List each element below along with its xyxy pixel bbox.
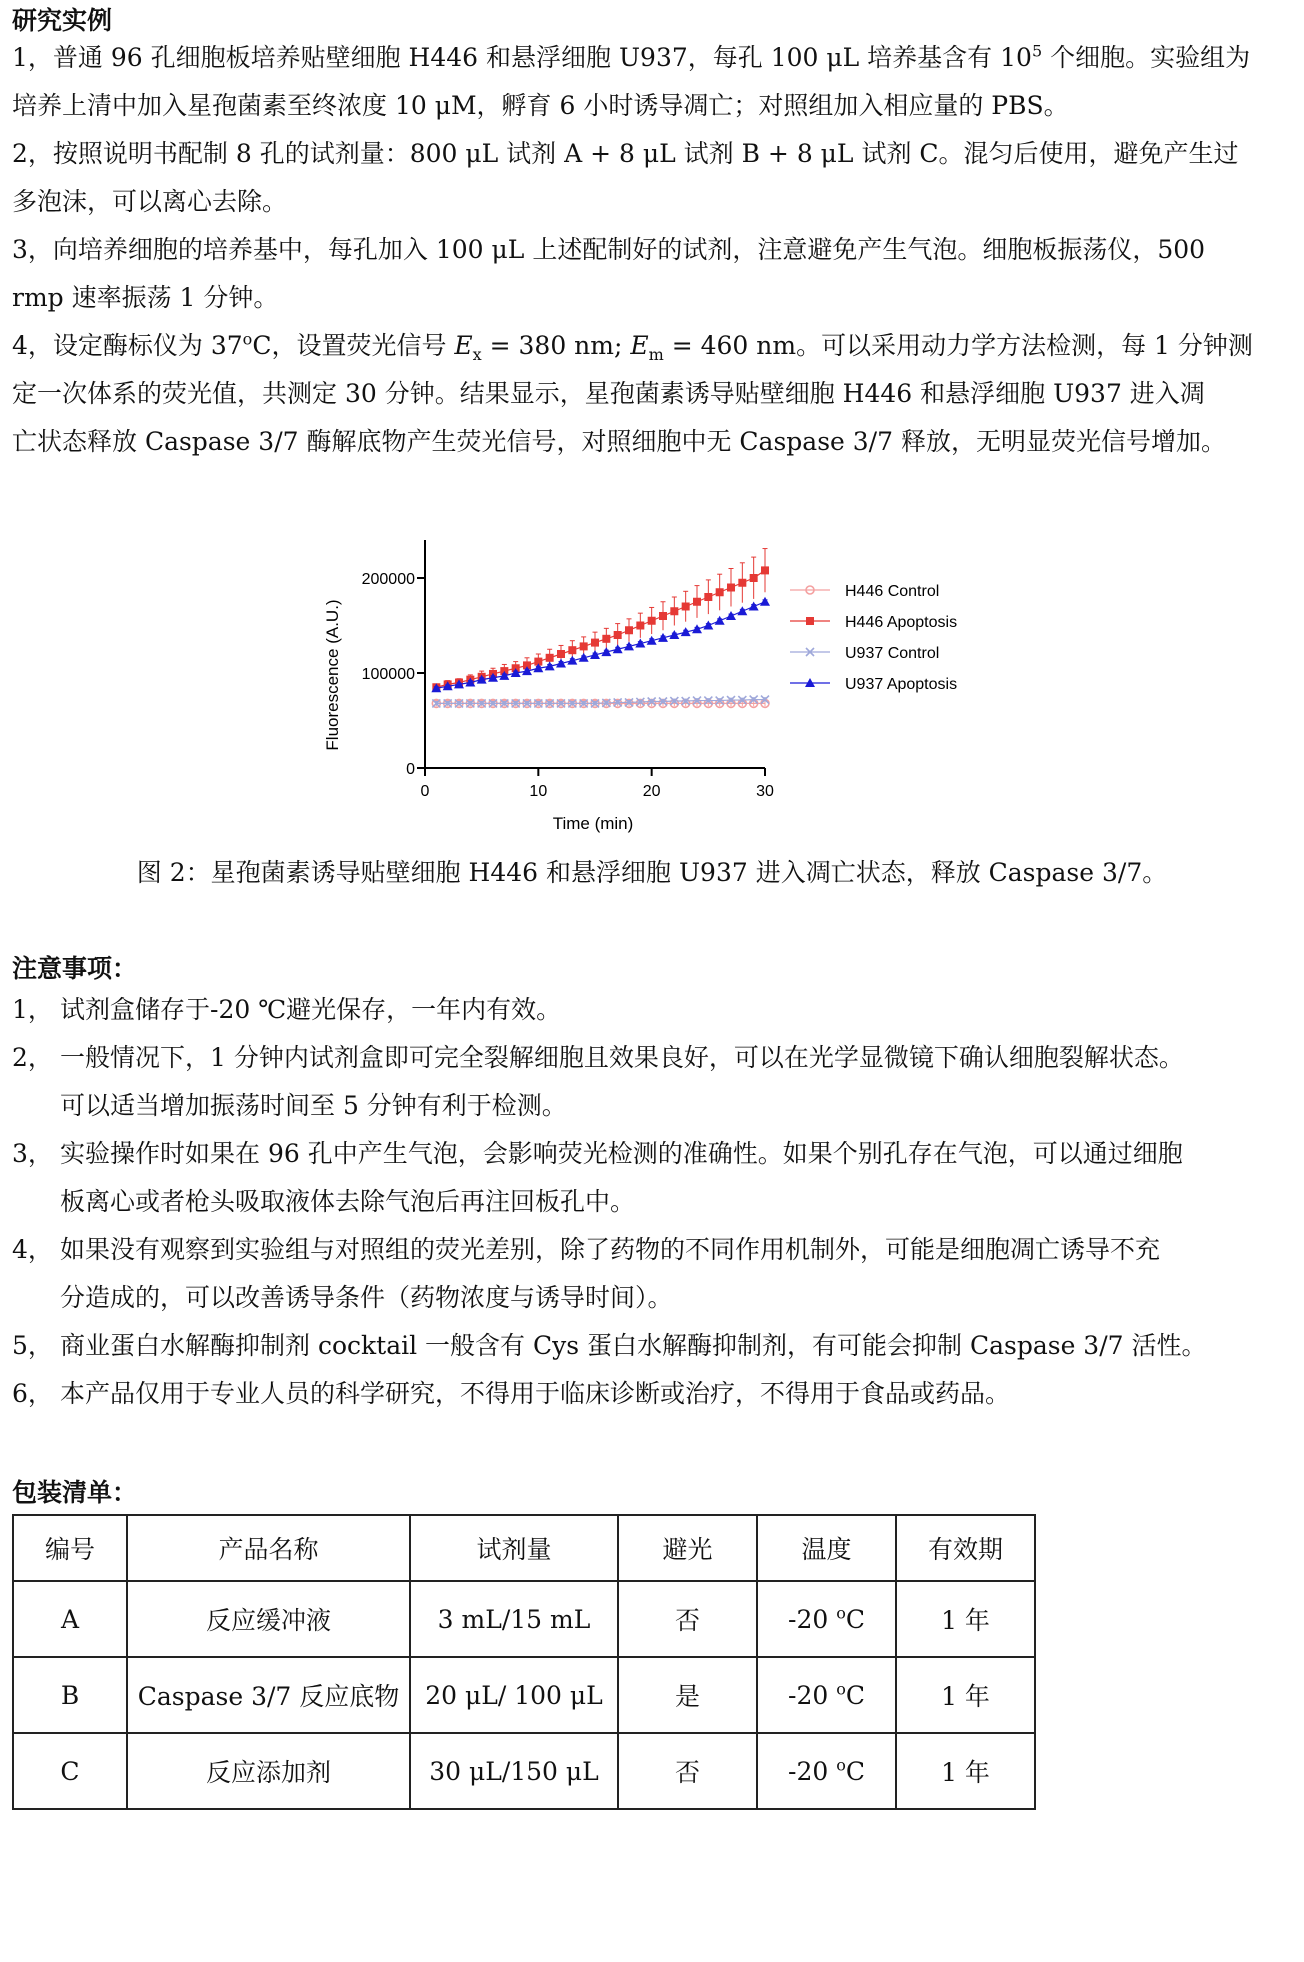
data-point [760, 597, 770, 606]
note-item [12, 1034, 1292, 1130]
note-item [12, 1322, 1292, 1370]
data-point [692, 624, 702, 633]
text: 亡状态释放 Caspase 3/7 酶解底物产生荧光信号，对照细胞中无 Caspase 3/7 释放，无明显荧光信号增加。 [12, 427, 1226, 456]
data-point [580, 642, 588, 650]
note-item [12, 1370, 1292, 1418]
data-point [568, 646, 576, 654]
note-number: 1， [12, 995, 53, 1024]
x-tick-label: 0 [420, 783, 430, 800]
study-step-1 [12, 34, 1292, 130]
notes-heading: 注意事项： [12, 954, 138, 983]
data-point [636, 622, 644, 630]
text: C，设置荧光信号 [252, 331, 455, 360]
note-item [12, 1130, 1292, 1226]
table-cell: 1 年 [896, 1733, 1035, 1809]
legend-marker [806, 617, 814, 625]
data-point [738, 579, 746, 587]
legend-label: U937 Apoptosis [845, 676, 958, 693]
data-point [761, 566, 769, 574]
note-item [12, 986, 1292, 1034]
y-axis-label: Fluorescence (A.U.) [323, 599, 342, 751]
x-tick-label: 20 [642, 783, 661, 800]
table-cell: 反应缓冲液 [127, 1581, 410, 1657]
note-text: 本产品仅用于专业人员的科学研究，不得用于临床诊断或治疗，不得用于食品或药品。 [60, 1379, 1011, 1408]
text: = 380 nm; [481, 331, 631, 360]
study-step-4 [12, 322, 1292, 466]
figure-caption: 图 2：星孢菌素诱导贴壁细胞 H446 和悬浮细胞 U937 进入凋亡状态，释放 Caspase 3/7。 [136, 858, 1168, 887]
packing-table [12, 1514, 1036, 1810]
table-cell: Caspase 3/7 反应底物 [127, 1657, 410, 1733]
note-text: 试剂盒储存于-20 ℃避光保存，一年内有效。 [60, 995, 562, 1024]
table-cell: 1 年 [896, 1581, 1035, 1657]
subscript: x [472, 345, 482, 364]
column-header: 温度 [757, 1515, 896, 1581]
note-text: 板离心或者枪头吸取液体去除气泡后再注回板孔中。 [60, 1187, 636, 1216]
packing-heading: 包装清单： [12, 1478, 138, 1507]
table-cell: C [13, 1733, 127, 1809]
data-point [703, 621, 713, 630]
note-text: 实验操作时如果在 96 孔中产生气泡，会影响荧光检测的准确性。如果个别孔存在气泡，可以通过细胞 [60, 1139, 1183, 1168]
y-tick-label: 0 [406, 761, 415, 778]
data-point [670, 607, 678, 615]
table-cell: 30 μL/150 μL [410, 1733, 618, 1809]
table-row [13, 1733, 1035, 1809]
y-tick-label: 200000 [361, 571, 415, 588]
column-header: 有效期 [896, 1515, 1035, 1581]
table-cell [757, 1733, 896, 1809]
text: C [845, 1680, 865, 1710]
note-text: 可以适当增加振荡时间至 5 分钟有利于检测。 [60, 1091, 567, 1120]
text: E [630, 331, 649, 360]
text: rmp 速率振荡 1 分钟。 [12, 283, 279, 312]
text: E [454, 331, 473, 360]
data-point [727, 584, 735, 592]
table-cell: 否 [618, 1581, 757, 1657]
table-cell: 是 [618, 1657, 757, 1733]
column-header: 产品名称 [127, 1515, 410, 1581]
table-row [13, 1657, 1035, 1733]
table-cell: 20 μL/ 100 μL [410, 1657, 618, 1733]
data-point [602, 635, 610, 643]
note-item [12, 1226, 1292, 1322]
legend-label: H446 Apoptosis [845, 614, 958, 631]
superscript: 5 [1031, 41, 1043, 61]
data-point [648, 617, 656, 625]
note-text: 商业蛋白水解酶抑制剂 cocktail 一般含有 Cys 蛋白水解酶抑制剂，有可能会抑制 Caspase 3/7 活性。 [60, 1331, 1207, 1360]
y-tick-label: 100000 [361, 666, 415, 683]
table-cell [757, 1581, 896, 1657]
data-point [737, 606, 747, 615]
data-point [750, 574, 758, 582]
data-point [625, 626, 633, 634]
note-number: 3， [12, 1139, 53, 1168]
legend [790, 583, 957, 693]
note-number: 5， [12, 1331, 53, 1360]
note-text: 一般情况下，1 分钟内试剂盒即可完全裂解细胞且效果良好，可以在光学显微镜下确认细胞裂解状态。 [60, 1043, 1184, 1072]
data-point [716, 588, 724, 596]
note-text: 分造成的，可以改善诱导条件（药物浓度与诱导时间）。 [60, 1283, 673, 1312]
data-point [749, 602, 759, 611]
data-point [659, 612, 667, 620]
table-cell: A [13, 1581, 127, 1657]
text: 培养上清中加入星孢菌素至终浓度 10 μM，孵育 6 小时诱导凋亡；对照组加入相应量的 PBS。 [12, 91, 1069, 120]
data-point [614, 631, 622, 639]
text: C [845, 1604, 865, 1634]
text: = 460 nm。可以采用动力学方法检测，每 1 分钟测 [663, 331, 1253, 360]
table-cell [757, 1657, 896, 1733]
x-tick-label: 30 [756, 783, 774, 800]
text: 2，按照说明书配制 8 孔的试剂量：800 μL 试剂 A + 8 μL 试剂 B + 8 μL 试剂 C。混匀后使用，避免产生过 [12, 139, 1239, 168]
study-step-2 [12, 130, 1292, 226]
column-header: 编号 [13, 1515, 127, 1581]
plot-area [362, 540, 774, 800]
legend-label: H446 Control [845, 583, 940, 600]
data-point [546, 654, 554, 662]
table-header-row [13, 1515, 1035, 1581]
note-number: 4， [12, 1235, 53, 1264]
text: 1，普通 96 孔细胞板培养贴壁细胞 H446 和悬浮细胞 U937，每孔 100 μL 培养基含有 10 [12, 43, 1032, 72]
data-point [557, 650, 565, 658]
superscript: o [242, 329, 253, 349]
superscript: o [836, 1603, 846, 1623]
x-axis-label: Time (min) [552, 814, 634, 833]
column-header: 避光 [618, 1515, 757, 1581]
note-number: 6， [12, 1379, 53, 1408]
text: 多泡沫，可以离心去除。 [12, 187, 288, 216]
text: 个细胞。实验组为 [1042, 43, 1251, 72]
text: 4，设定酶标仪为 37 [12, 331, 243, 360]
superscript: o [836, 1679, 846, 1699]
data-point [715, 616, 725, 625]
text: -20 [788, 1604, 837, 1634]
study-heading: 研究实例 [12, 6, 113, 35]
text: -20 [788, 1756, 837, 1786]
text: -20 [788, 1680, 837, 1710]
superscript: o [836, 1755, 846, 1775]
text: 定一次体系的荧光值，共测定 30 分钟。结果显示，星孢菌素诱导贴壁细胞 H446 和悬浮细胞 U937 进入凋 [12, 379, 1205, 408]
table-cell: B [13, 1657, 127, 1733]
table-row [13, 1581, 1035, 1657]
data-point [591, 639, 599, 647]
legend-label: U937 Control [845, 645, 940, 662]
data-point [726, 611, 736, 620]
table-cell: 反应添加剂 [127, 1733, 410, 1809]
text: 3，向培养细胞的培养基中，每孔加入 100 μL 上述配制好的试剂，注意避免产生气泡。细胞板振荡仪，500 [12, 235, 1206, 264]
study-step-3 [12, 226, 1292, 322]
data-point [693, 598, 701, 606]
text: C [845, 1756, 865, 1786]
table-cell: 1 年 [896, 1657, 1035, 1733]
column-header: 试剂量 [410, 1515, 618, 1581]
note-number: 2， [12, 1043, 53, 1072]
series-line [436, 570, 765, 687]
data-point [704, 593, 712, 601]
note-text: 如果没有观察到实验组与对照组的荧光差别，除了药物的不同作用机制外，可能是细胞凋亡诱导不充 [60, 1235, 1161, 1264]
subscript: m [648, 345, 664, 364]
data-point [682, 603, 690, 611]
table-cell: 否 [618, 1733, 757, 1809]
x-tick-label: 10 [529, 783, 548, 800]
table-cell: 3 mL/15 mL [410, 1581, 618, 1657]
fluorescence-chart [300, 520, 1020, 850]
